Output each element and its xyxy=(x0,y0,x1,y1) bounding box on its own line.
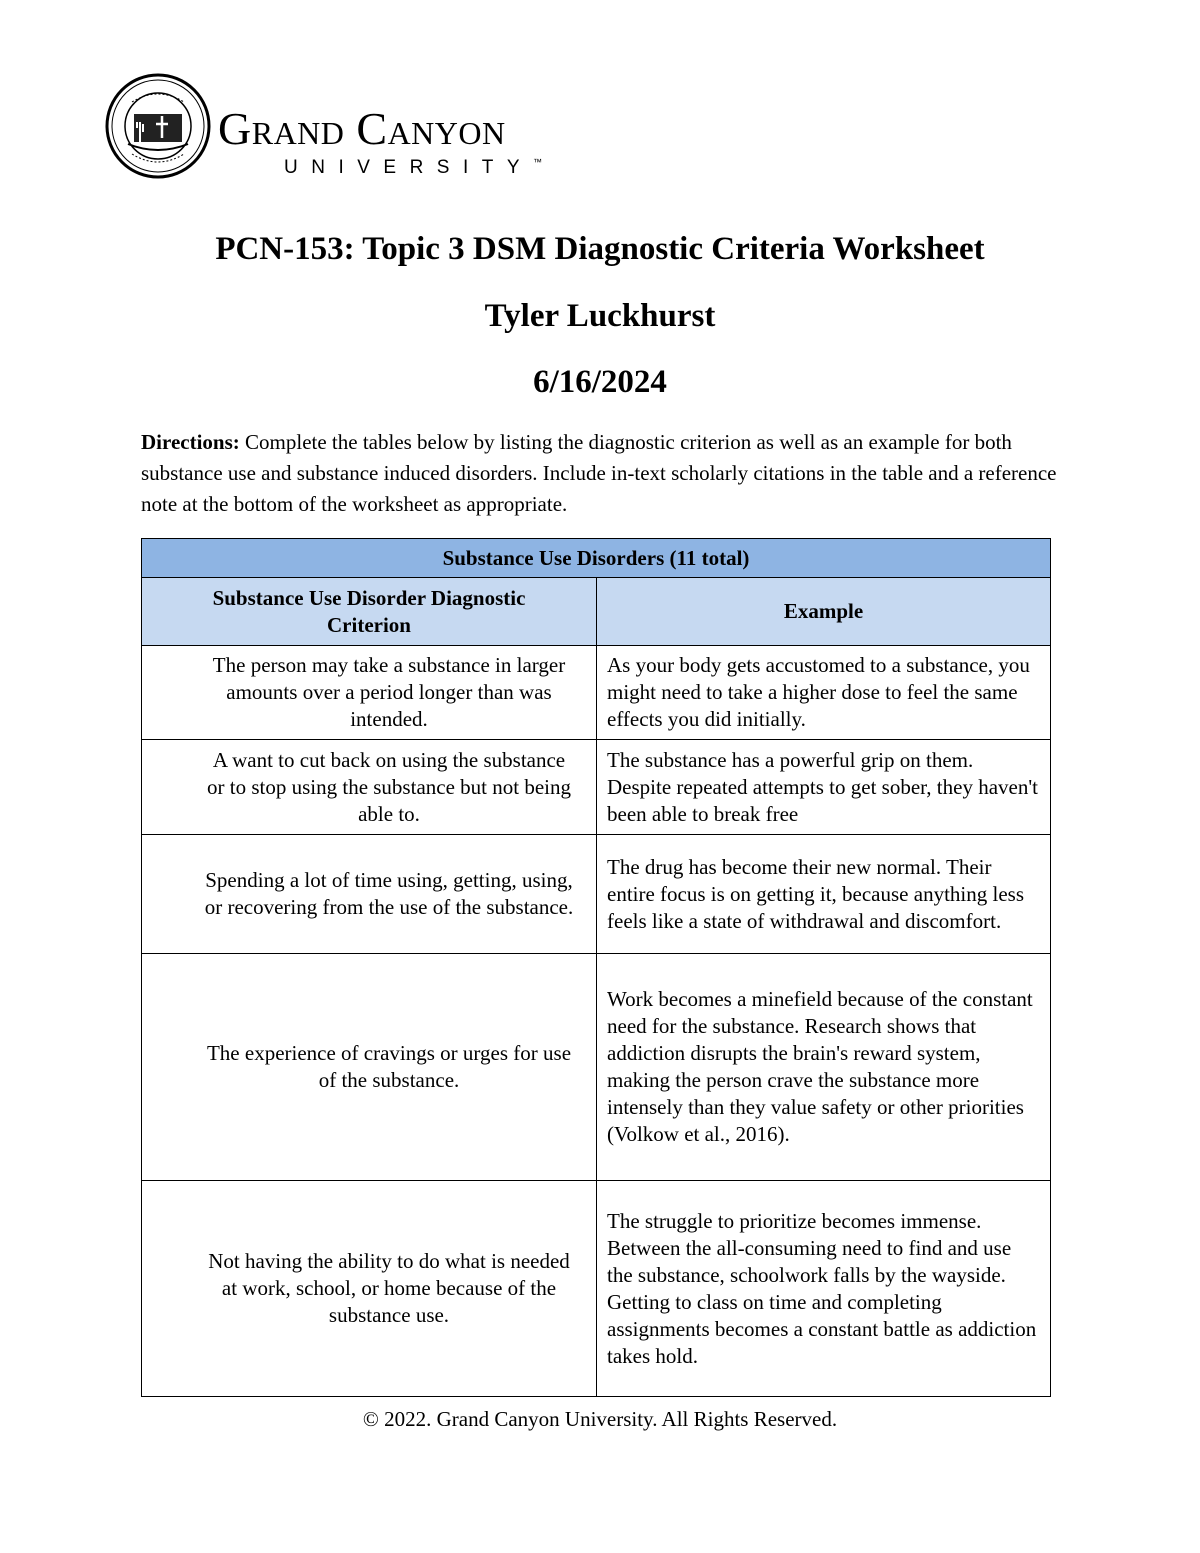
university-seal-icon xyxy=(104,72,212,180)
author-name: Tyler Luckhurst xyxy=(484,298,716,334)
example-cell: The substance has a powerful grip on them. Despite repeated attempts to get sober, they haven't been able to break free xyxy=(597,740,1051,835)
table-row xyxy=(142,1181,1051,1397)
directions-label: Directions: xyxy=(141,430,240,454)
example-cell: The drug has become their new normal. Their entire focus is on getting it, because anything less feels like a state of withdrawal and discomfort. xyxy=(597,835,1051,954)
university-logo xyxy=(104,72,584,192)
example-cell: Work becomes a minefield because of the constant need for the substance. Research shows that addiction disrupts the brain's reward system, making the person crave the substance more intensely than they value safety or other priorities (Volkow et al., 2016). xyxy=(597,954,1051,1181)
example-cell: As your body gets accustomed to a substance, you might need to take a higher dose to feel the same effects you did initially. xyxy=(597,646,1051,740)
table-title: Substance Use Disorders (11 total) xyxy=(142,539,1051,578)
criterion-cell: The experience of cravings or urges for use of the substance. xyxy=(142,954,597,1181)
substance-use-table xyxy=(141,538,1051,1397)
trademark-symbol: ™ xyxy=(533,157,543,167)
criterion-cell: Spending a lot of time using, getting, using, or recovering from the use of the substance. xyxy=(142,835,597,954)
example-cell: The struggle to prioritize becomes immense. Between the all-consuming need to find and use the substance, schoolwork falls by the wayside. Getting to class on time and completing assignments becomes a constant battle as addiction takes hold. xyxy=(597,1181,1051,1397)
directions-paragraph xyxy=(141,427,1061,520)
document-title: PCN-153: Topic 3 DSM Diagnostic Criteria Worksheet xyxy=(215,231,985,267)
document-date: 6/16/2024 xyxy=(533,364,667,400)
table-row xyxy=(142,954,1051,1181)
column-header-criterion: Substance Use Disorder Diagnostic Criterion xyxy=(142,578,597,646)
column-header-example: Example xyxy=(597,578,1051,646)
table-row xyxy=(142,835,1051,954)
table-row xyxy=(142,646,1051,740)
copyright-footer: © 2022. Grand Canyon University. All Rights Reserved. xyxy=(362,1407,838,1431)
criterion-cell: The person may take a substance in larger amounts over a period longer than was intended. xyxy=(142,646,597,740)
logo-university-text: UNIVERSITY xyxy=(284,157,534,178)
logo-name-bottom xyxy=(284,158,542,177)
criterion-cell: Not having the ability to do what is needed at work, school, or home because of the substance use. xyxy=(142,1181,597,1397)
directions-text: Complete the tables below by listing the diagnostic criterion as well as an example for both substance use and substance induced disorders. Include in-text scholarly citations in the table and a reference note at the bottom of the worksheet as appropriate. xyxy=(141,430,1057,516)
logo-name-top: Grand Canyon xyxy=(218,103,506,154)
criterion-cell: A want to cut back on using the substance or to stop using the substance but not being able to. xyxy=(142,740,597,835)
table-row xyxy=(142,740,1051,835)
